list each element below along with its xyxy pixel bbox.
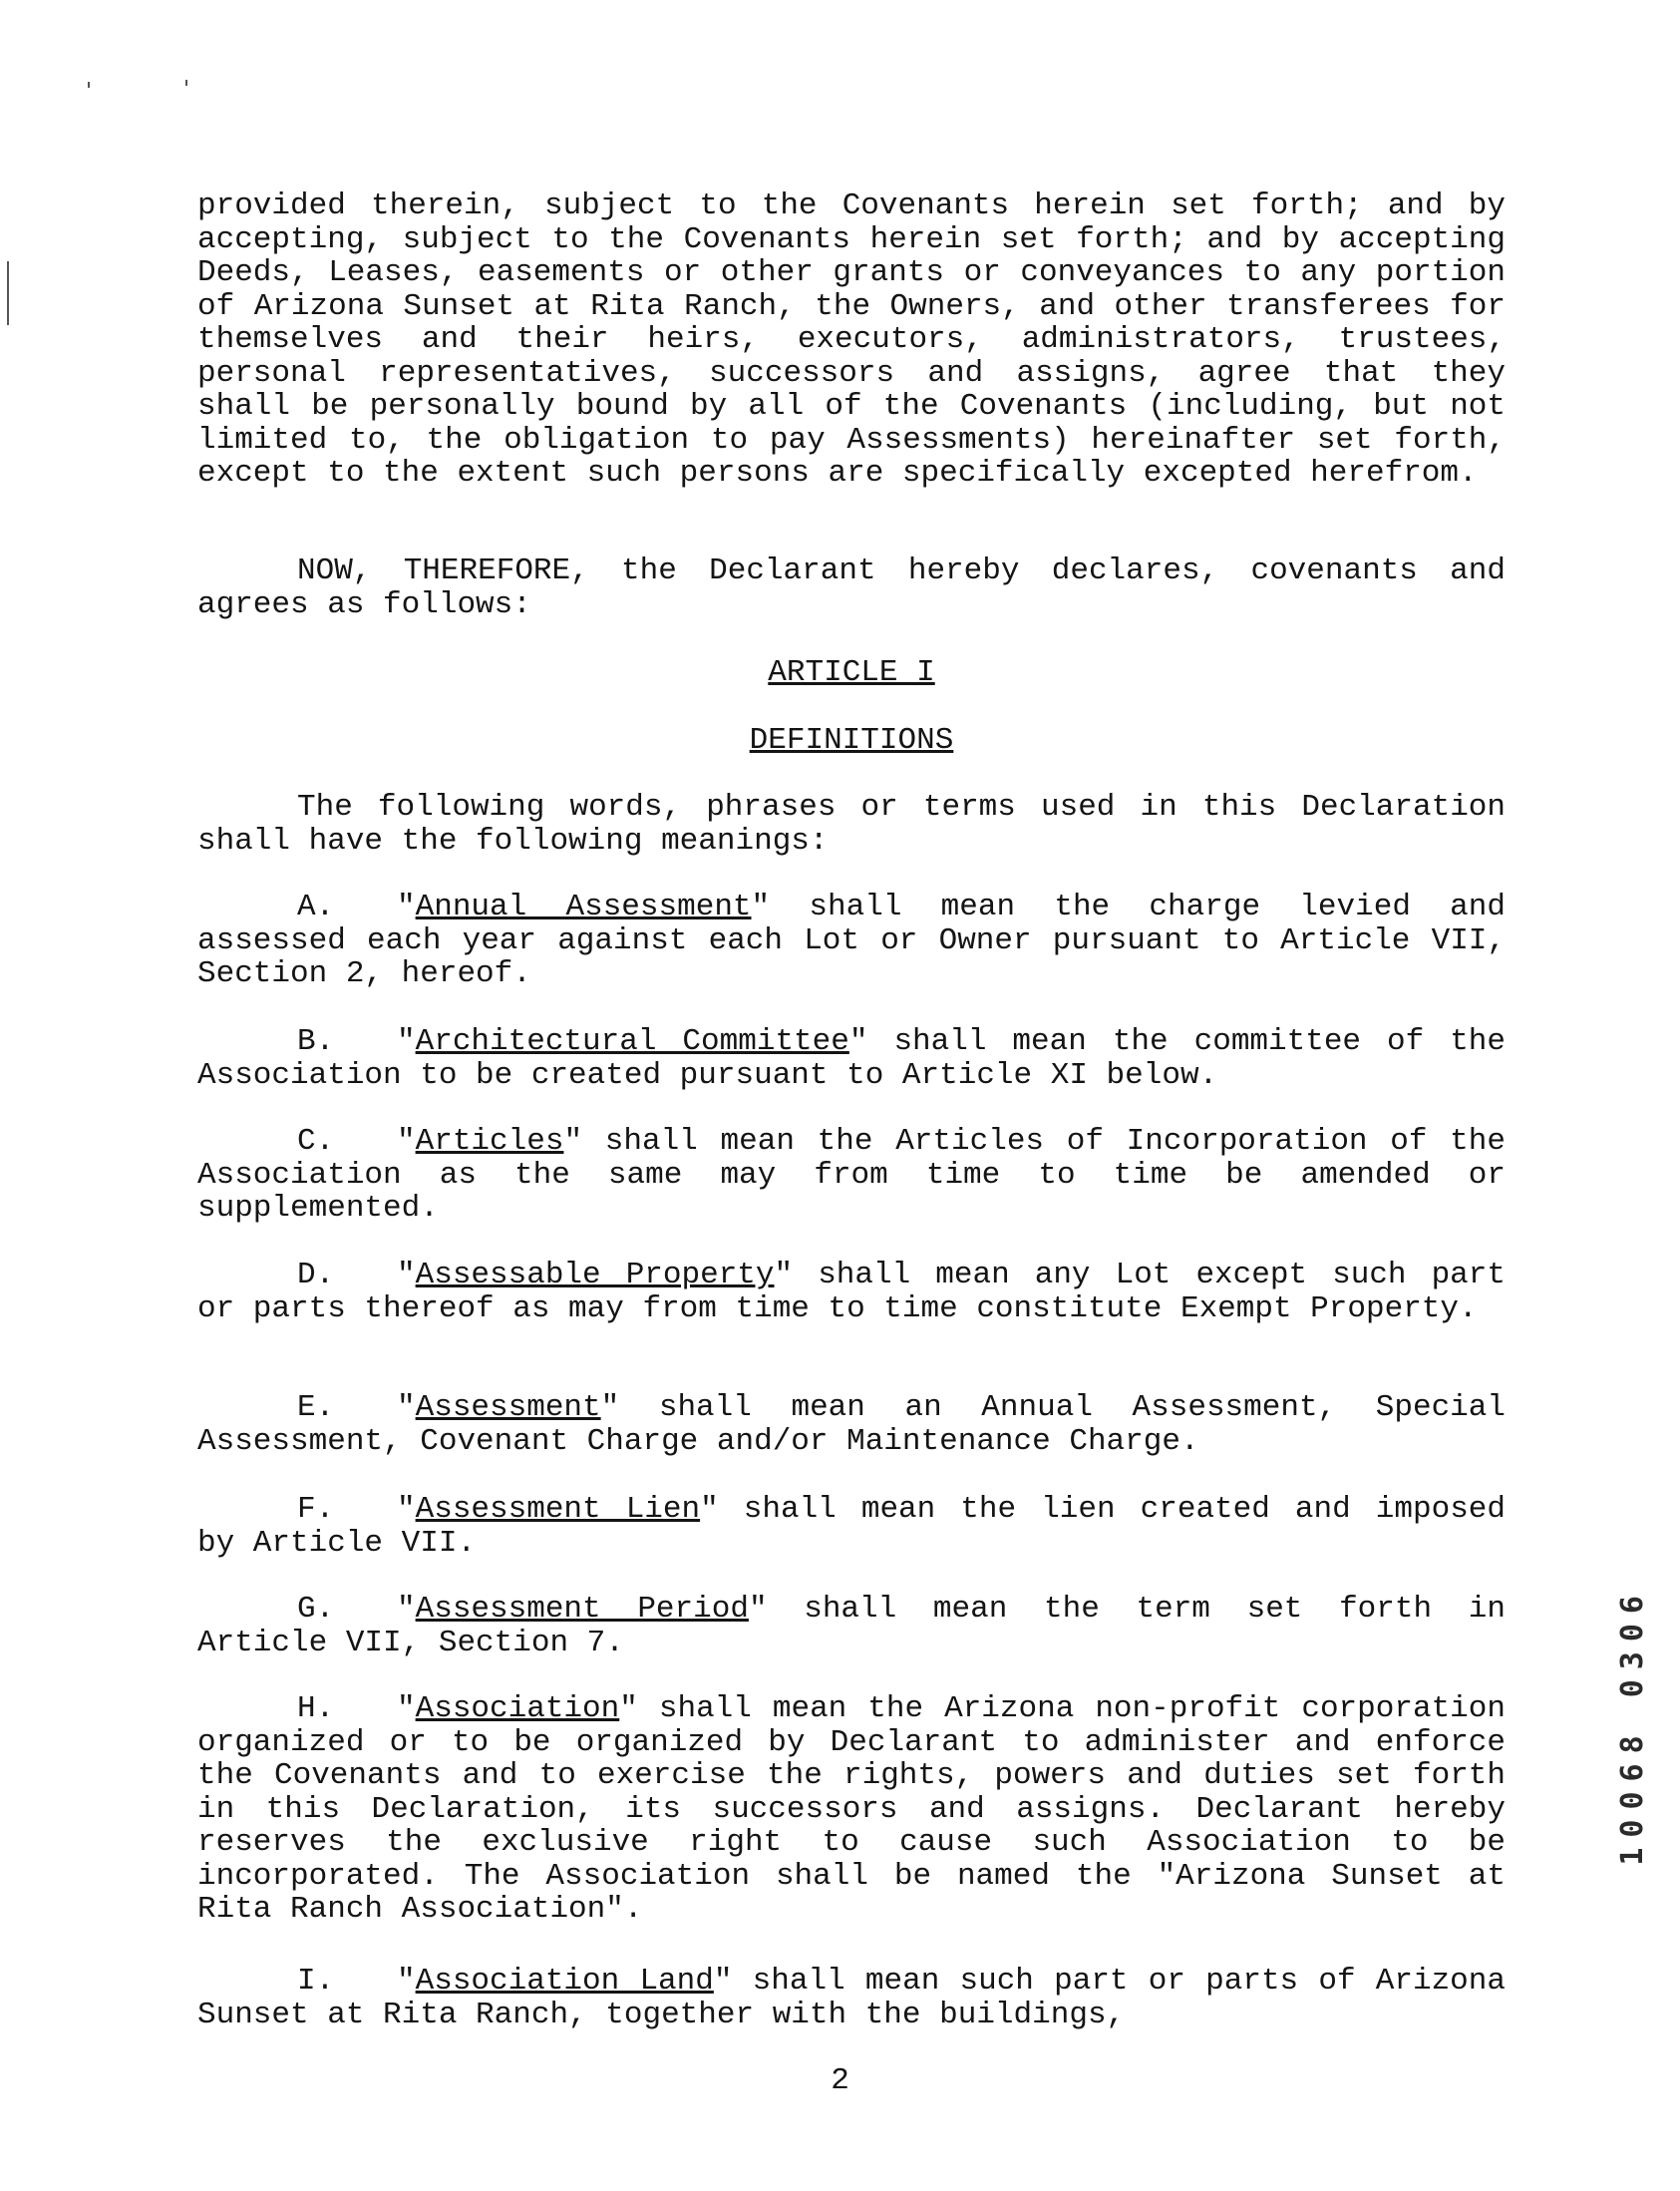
definition-letter: A.	[297, 890, 335, 924]
definition-letter: D.	[297, 1258, 335, 1292]
scan-artifact	[7, 261, 9, 325]
definition-item	[197, 1025, 1506, 1092]
definition-text: G. "Assessment Period" shall mean the term set forth in Article VII, Section 7.	[197, 1592, 1506, 1660]
definition-body: shall mean the committee of the Association to be created pursuant to Article XI below.	[197, 1024, 1507, 1093]
now-therefore-paragraph: NOW, THEREFORE, the Declarant hereby declares, covenants and agrees as follows:	[197, 553, 1506, 622]
definitions-intro: The following words, phrases or terms used in this Declaration shall have the following meanings:	[197, 790, 1506, 859]
definition-item	[197, 1391, 1506, 1458]
definition-text: F. "Assessment Lien" shall mean the lien created and imposed by Article VII.	[197, 1492, 1506, 1561]
definition-body: shall mean the term set forth in Article VII, Section 7.	[197, 1592, 1506, 1660]
defined-term: Assessment Lien	[415, 1492, 701, 1527]
defined-term: Association Land	[415, 1964, 714, 1999]
scan-artifact	[88, 82, 90, 88]
defined-term: Architectural Committee	[415, 1024, 849, 1059]
definition-body: shall mean the lien created and imposed by Article VII.	[197, 1492, 1506, 1561]
definition-letter: I.	[297, 1964, 335, 1999]
definition-item	[197, 1125, 1506, 1226]
definition-item	[197, 891, 1506, 991]
definition-letter: B.	[297, 1024, 335, 1059]
definition-letter: E.	[297, 1390, 335, 1425]
defined-term: Assessment	[415, 1390, 601, 1425]
definition-text: C. "Articles" shall mean the Articles of Incorporation of the Association as the same may from time to time be amended or supplemented.	[197, 1124, 1506, 1226]
defined-term: Association	[415, 1691, 620, 1726]
page-number: 2	[831, 2063, 849, 2098]
definition-body: shall mean any Lot except such part or parts thereof as may from time to time constitute Exempt Property.	[197, 1258, 1506, 1326]
defined-term: Articles	[415, 1124, 564, 1159]
definition-item	[197, 1692, 1506, 1927]
definition-body: shall mean the charge levied and assessed each year against each Lot or Owner pursuant to Article VII, Section 2, hereof.	[197, 890, 1506, 991]
definition-body: shall mean an Annual Assessment, Special Assessment, Covenant Charge and/or Maintenance Charge.	[197, 1390, 1506, 1459]
bates-stamp: 10068 0306	[1615, 1586, 1650, 1866]
definition-body: shall mean such part or parts of Arizona Sunset at Rita Ranch, together with the buildings,	[197, 1964, 1506, 2032]
definition-letter: F.	[297, 1492, 335, 1527]
definition-body: shall mean the Articles of Incorporation of the Association as the same may from time to time be amended or supplemented.	[197, 1124, 1506, 1226]
definition-text: B. "Architectural Committee" shall mean the committee of the Association to be created pursuant to Article XI below.	[197, 1024, 1507, 1093]
definition-letter: H.	[297, 1691, 335, 1726]
definition-item	[197, 1965, 1506, 2031]
intro-paragraph: provided therein, subject to the Covenants herein set forth; and by accepting, subject to the Covenants herein set forth; and by accepting Deeds, Leases, easements or other grants or conveyances to any portion of Arizona Sunset at Rita Ranch, the Owners, and other transferees for themselves and their heirs, executors, administrators, trustees, personal representatives, successors and assigns, agree that they shall be personally bound by all of the Covenants (including, but not limited to, the obligation to pay Assessments) hereinafter set forth, except to the extent such persons are specifically excepted herefrom.	[197, 188, 1506, 491]
defined-term: Assessable Property	[415, 1258, 775, 1292]
definition-text: A. "Annual Assessment" shall mean the charge levied and assessed each year against each Lot or Owner pursuant to Article VII, Section 2, hereof.	[197, 890, 1506, 991]
section-heading: DEFINITIONS	[749, 723, 954, 758]
definition-item	[197, 1593, 1506, 1659]
definition-letter: G.	[297, 1592, 335, 1627]
defined-term: Annual Assessment	[415, 890, 752, 924]
definition-text: H. "Association" shall mean the Arizona non-profit corporation organized or to be organized by Declarant to administer and enforce the Covenants and to exercise the rights, powers and duties set forth in this Declaration, its successors and assigns. Declarant hereby reserves the exclusive right to cause such Association to be incorporated. The Association shall be named the "Arizona Sunset at Rita Ranch Association".	[197, 1691, 1506, 1927]
definition-text: I. "Association Land" shall mean such part or parts of Arizona Sunset at Rita Ranch, together with the buildings,	[197, 1964, 1506, 2032]
defined-term: Assessment Period	[415, 1592, 749, 1627]
scan-artifact	[185, 80, 187, 86]
definition-body: shall mean the Arizona non-profit corporation organized or to be organized by Declarant to administer and enforce the Covenants and to exercise the rights, powers and duties set forth in this Declaration, its successors and assigns. Declarant hereby reserves the exclusive right to cause such Association to be incorporated. The Association shall be named the "Arizona Sunset at Rita Ranch Association".	[197, 1691, 1506, 1927]
article-heading: ARTICLE I	[768, 655, 935, 690]
definition-item	[197, 1493, 1506, 1560]
definition-text: E. "Assessment" shall mean an Annual Assessment, Special Assessment, Covenant Charge and/or Maintenance Charge.	[197, 1390, 1506, 1459]
definition-letter: C.	[297, 1124, 335, 1159]
definition-text: D. "Assessable Property" shall mean any Lot except such part or parts thereof as may from time to time constitute Exempt Property.	[197, 1258, 1506, 1326]
definition-item	[197, 1259, 1506, 1325]
